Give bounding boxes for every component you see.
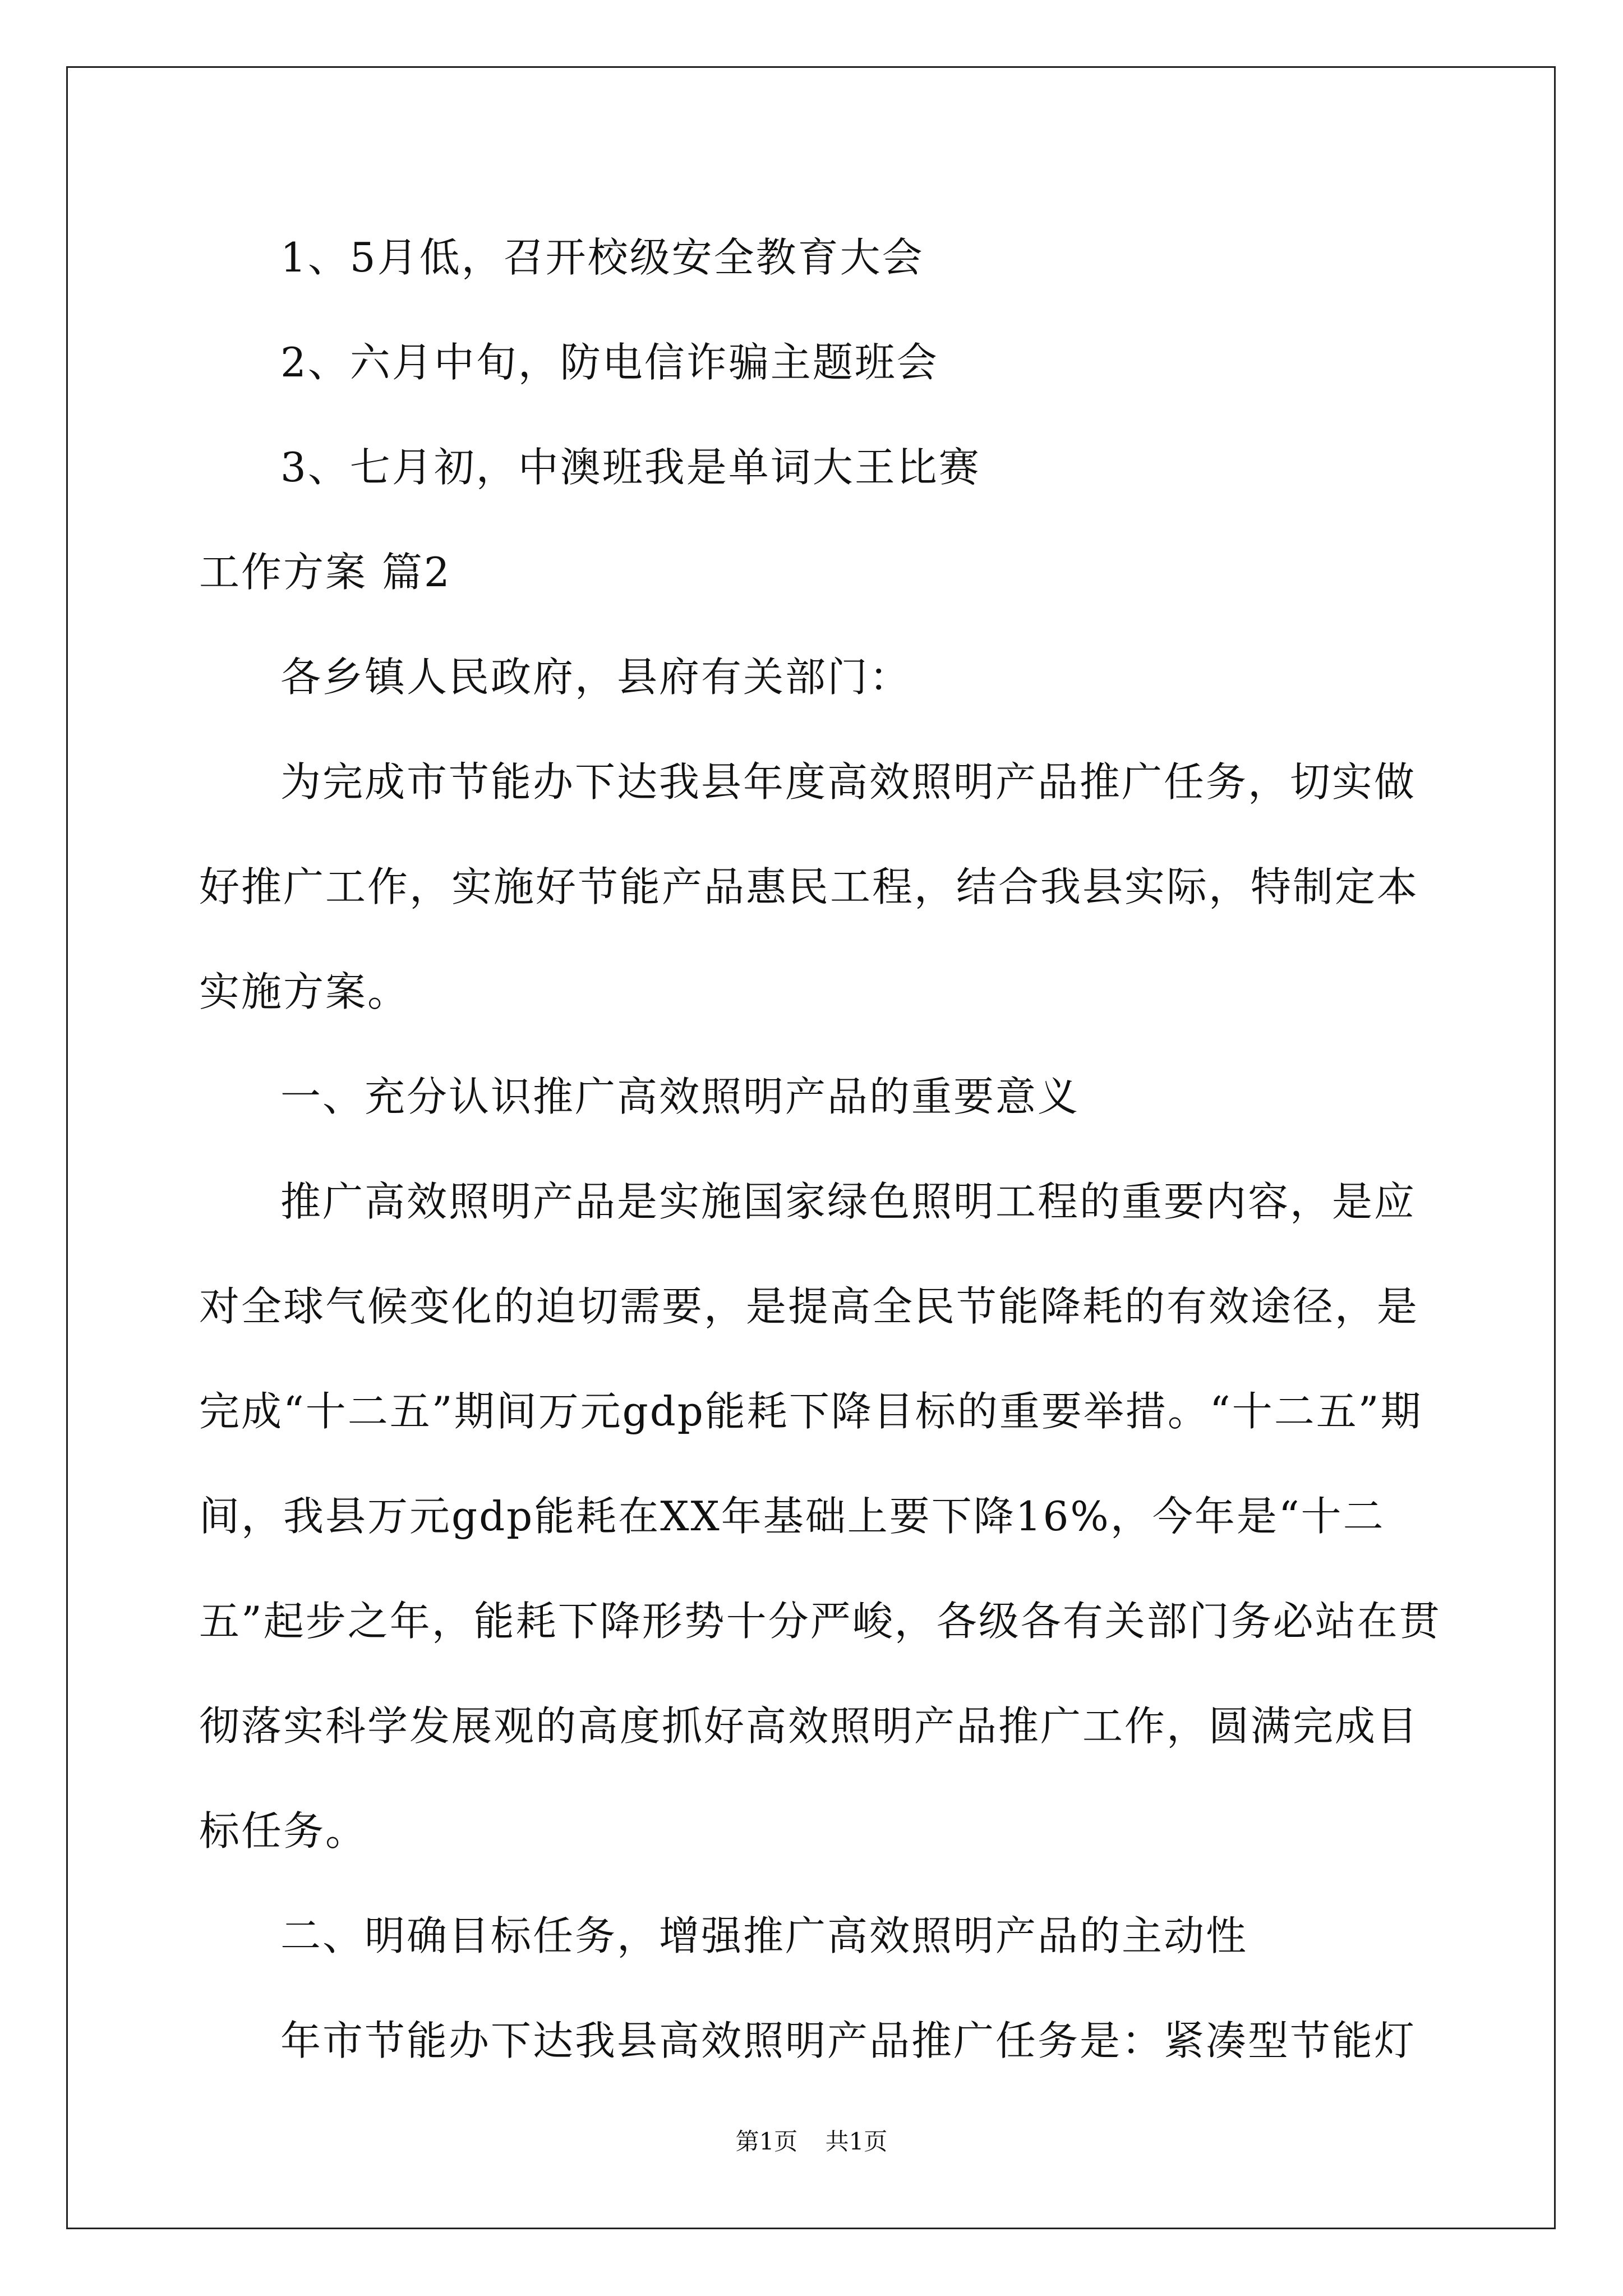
intro-paragraph: 为完成市节能办下达我县年度高效照明产品推广任务，切实做好推广工作，实施好节能产品惠民工程，结合我县实际，特制定本实施方案。 <box>199 758 1419 1015</box>
salutation: 各乡镇人民政府，县府有关部门： <box>280 654 912 701</box>
body-paragraph: 推广高效照明产品是实施国家绿色照明工程的重要内容，是应对全球气候变化的迫切需要，是提高全民节能降耗的有效途径，是完成“十二五”期间万元gdp能耗下降目标的重要举措。“十二五”期间，我县万元gdp能耗在XX年基础上要下降16%，今年是“十二五”起步之年，能耗下降形势十分严峻，各级各有关部门务必站在贯彻落实科学发展观的高度抓好高效照明产品推广工作，圆满完成目标任务。 <box>199 1178 1441 1855</box>
page-total: 共1页 <box>825 2128 888 2155</box>
list-item-3: 3、七月初，中澳班我是单词大王比赛 <box>280 444 981 491</box>
list-item-1: 1、5月低，召开校级安全教育大会 <box>280 234 924 281</box>
document-body <box>199 205 1450 2093</box>
page-footer <box>0 2125 1623 2159</box>
subheading-2: 二、明确目标任务，增强推广高效照明产品的主动性 <box>280 1912 1248 1959</box>
subheading-1: 一、充分认识推广高效照明产品的重要意义 <box>280 1073 1080 1120</box>
page-number: 第1页 <box>735 2128 798 2155</box>
list-item-2: 2、六月中旬，防电信诈骗主题班会 <box>280 339 939 386</box>
task-paragraph: 年市节能办下达我县高效照明产品推广任务是：紧凑型节能灯 <box>280 2017 1417 2064</box>
section-heading: 工作方案 篇2 <box>199 549 451 596</box>
